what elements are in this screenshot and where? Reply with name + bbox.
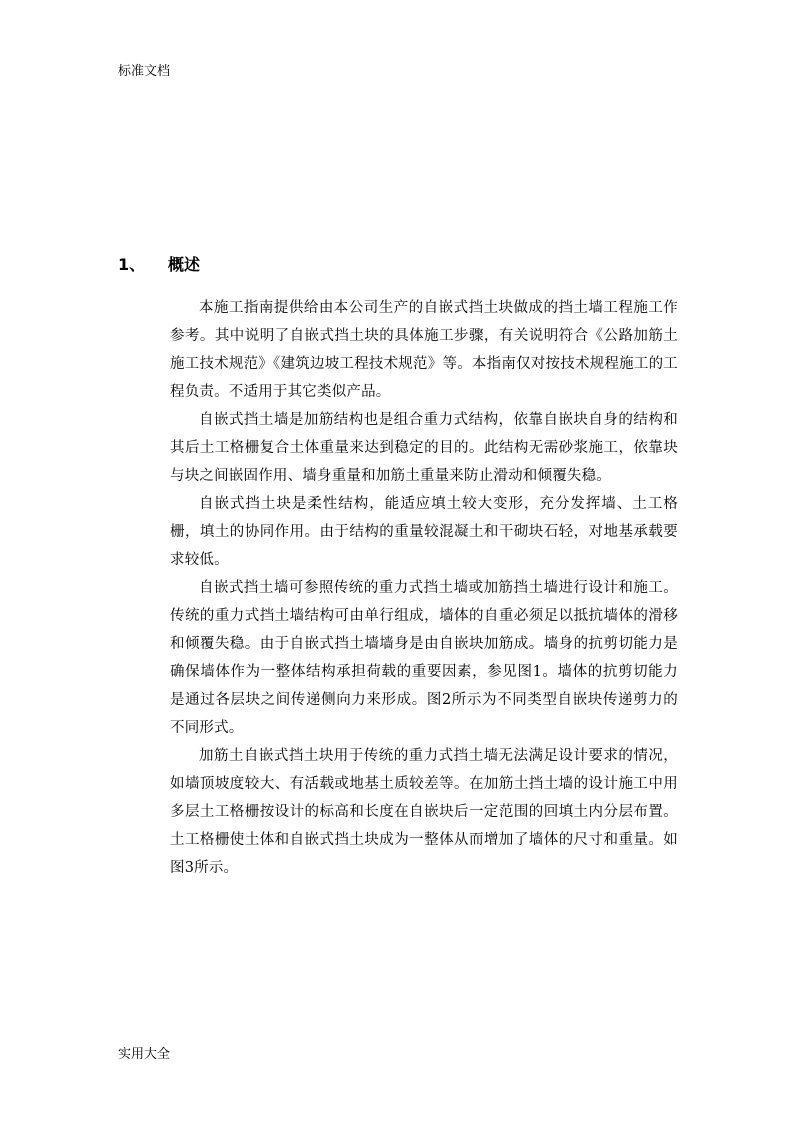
- section-heading: [118, 252, 200, 275]
- paragraph: 自嵌式挡土块是柔性结构，能适应填土较大变形，充分发挥墙、土工格栅，填土的协同作用。由于结构的重量较混凝土和干砌块石轻，对地基承载要求较低。: [170, 496, 678, 568]
- paragraph: 自嵌式挡土墙是加筋结构也是组合重力式结构，依靠自嵌块自身的结构和其后土工格栅复合土体重量来达到稳定的目的。此结构无需砂浆施工，依靠块与块之间嵌固作用、墙身重量和加筋土重量来防止滑动和倾覆失稳。: [170, 412, 678, 484]
- page-header: 标准文档: [118, 64, 171, 79]
- section-title: 概述: [168, 255, 201, 274]
- body-text: [170, 294, 678, 882]
- paragraph: 自嵌式挡土墙可参照传统的重力式挡土墙或加筋挡土墙进行设计和施工。传统的重力式挡土墙结构可由单行组成，墙体的自重必须足以抵抗墙体的滑移和倾覆失稳。由于自嵌式挡土墙墙身是由自嵌块加筋成。墙身的抗剪切能力是确保墙体作为一整体结构承担荷载的重要因素，参见图1。墙体的抗剪切能力是通过各层块之间传递侧向力来形成。图2所示为不同类型自嵌块传递剪力的不同形式。: [170, 580, 678, 736]
- page-footer: 实用大全: [118, 1047, 171, 1062]
- section-number: 1、: [118, 255, 146, 274]
- paragraph: 本施工指南提供给由本公司生产的自嵌式挡土块做成的挡土墙工程施工作参考。其中说明了自嵌式挡土块的具体施工步骤，有关说明符合《公路加筋土施工技术规范》《建筑边坡工程技术规范》等。本指南仅对按技术规程施工的工程负责。不适用于其它类似产品。: [170, 300, 678, 400]
- paragraph: 加筋土自嵌式挡土块用于传统的重力式挡土墙无法满足设计要求的情况，如墙顶坡度较大、有活载或地基土质较差等。在加筋土挡土墙的设计施工中用多层土工格栅按设计的标高和长度在自嵌块后一定范围的回填土内分层布置。土工格栅使土体和自嵌式挡土块成为一整体从而增加了墙体的尺寸和重量。如图3所示。: [170, 748, 678, 876]
